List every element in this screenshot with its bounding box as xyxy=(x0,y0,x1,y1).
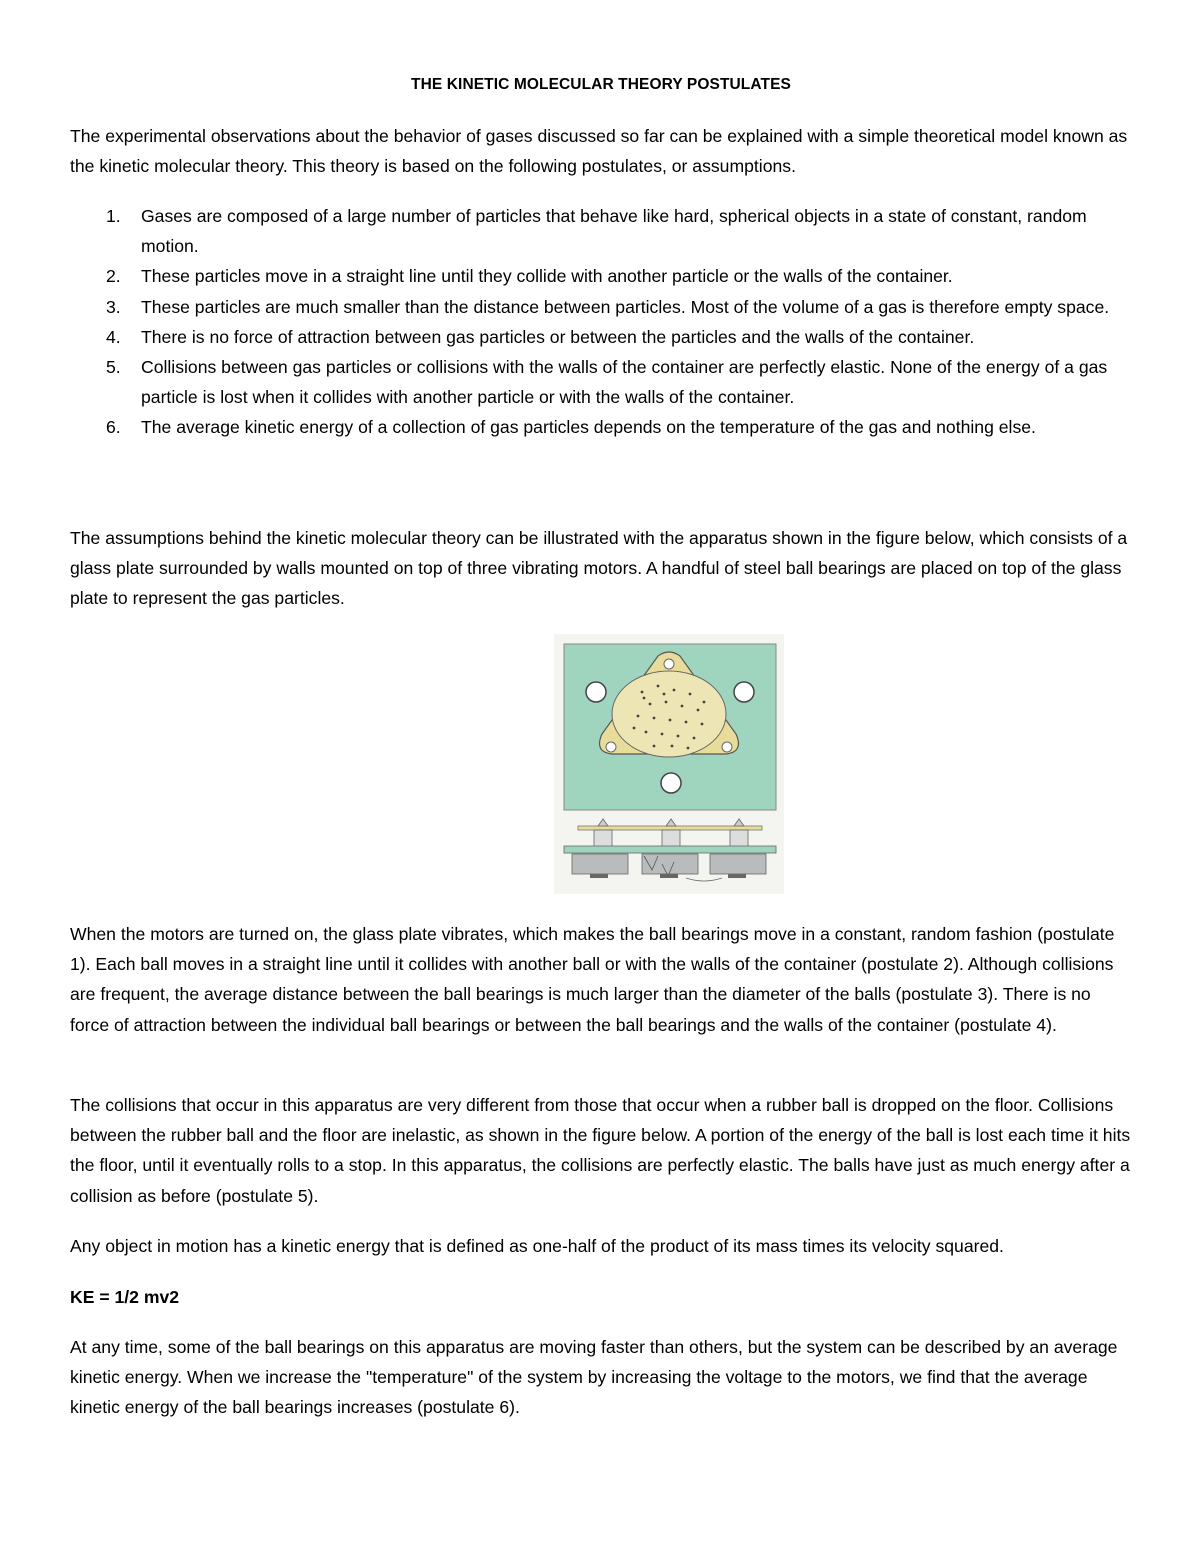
ball-bearing-dot xyxy=(637,715,640,718)
postulate-number: 6. xyxy=(106,417,121,438)
ball-bearing-dot xyxy=(693,737,696,740)
postulate-text: These particles move in a straight line until they collide with another particle or the walls of the container. xyxy=(141,266,953,287)
kinetic-energy-formula: KE = 1/2 mv2 xyxy=(70,1287,180,1307)
ball-bearing-dot xyxy=(677,735,680,738)
ball-bearing-dot xyxy=(671,745,674,748)
postulate-number: 4. xyxy=(106,326,121,347)
ball-bearing-dot xyxy=(669,719,672,722)
apparatus-figure xyxy=(554,634,784,894)
ball-bearing-dot xyxy=(641,691,644,694)
ball-bearing-dot xyxy=(685,721,688,724)
ball-bearing-dot xyxy=(687,747,690,750)
postulate-number: 3. xyxy=(106,296,121,317)
postulate-item xyxy=(70,322,1132,352)
ball-bearing-dot xyxy=(665,701,668,704)
ball-bearing-dot xyxy=(657,685,660,688)
ball-bearing-dot xyxy=(681,705,684,708)
kinetic-energy-definition: Any object in motion has a kinetic energy that is defined as one-half of the product of its mass times its velocity squared. xyxy=(70,1236,1004,1256)
motors-paragraph: When the motors are turned on, the glass plate vibrates, which makes the ball bearings move in a constant, random fashion (postulate 1). Each ball moves in a straight line until it collides with another ball or with the walls of the container (postulate 2). Although collisions are frequent, the average distance between the ball bearings is much larger than the diameter of the balls (postulate 3). There is no force of attraction between the individual ball bearings or between the ball bearings and the walls of the container (postulate 4). xyxy=(70,924,1115,1035)
postulates-list xyxy=(70,201,1132,443)
ball-bearing-dot xyxy=(661,733,664,736)
apparatus-illustration xyxy=(554,634,784,894)
ball-bearing-dot xyxy=(663,693,666,696)
ball-bearing-dot xyxy=(701,723,704,726)
postulate-item xyxy=(70,412,1132,442)
assumptions-paragraph: The assumptions behind the kinetic molecular theory can be illustrated with the apparatus shown in the figure below, which consists of a glass plate surrounded by walls mounted on top of three vibrating motors. A handful of steel ball bearings are placed on top of the glass plate to represent the gas particles. xyxy=(70,528,1128,609)
temperature-paragraph: At any time, some of the ball bearings on this apparatus are moving faster than others, but the system can be described by an average kinetic energy. When we increase the "temperature" of the system by increasing the voltage to the motors, we find that the average kinetic energy of the ball bearings increases (postulate 6). xyxy=(70,1337,1118,1418)
ball-bearing-dot xyxy=(673,689,676,692)
ball-bearing-dot xyxy=(645,731,648,734)
postulate-number: 5. xyxy=(106,357,121,378)
postulate-item xyxy=(70,292,1132,322)
ball-bearing-dot xyxy=(697,709,700,712)
page-title: THE KINETIC MOLECULAR THEORY POSTULATES xyxy=(411,76,791,93)
postulate-item xyxy=(70,261,1132,291)
postulate-number: 2. xyxy=(106,266,121,287)
postulate-number: 1. xyxy=(106,206,121,226)
postulate-item xyxy=(70,352,1132,412)
ball-bearing-dot xyxy=(653,745,656,748)
ball-bearing-dot xyxy=(643,697,646,700)
postulate-text: There is no force of attraction between gas particles or between the particles and the walls of the container. xyxy=(141,326,975,347)
ball-bearing-dot xyxy=(653,717,656,720)
ball-bearing-dot xyxy=(649,703,652,706)
ball-bearing-dot xyxy=(703,701,706,704)
postulate-text: Collisions between gas particles or collisions with the walls of the container are perfectly elastic. None of the energy of a gas particle is lost when it collides with another particle or with the walls of the container. xyxy=(141,357,1108,408)
postulate-text: The average kinetic energy of a collection of gas particles depends on the temperature of the gas and nothing else. xyxy=(141,417,1036,438)
postulate-text: These particles are much smaller than the distance between particles. Most of the volume of a gas is therefore empty space. xyxy=(141,296,1110,317)
postulate-item xyxy=(70,201,1132,261)
ball-bearing-dot xyxy=(633,727,636,730)
postulate-text: Gases are composed of a large number of particles that behave like hard, spherical objects in a state of constant, random motion. xyxy=(141,206,1087,257)
collisions-paragraph: The collisions that occur in this apparatus are very different from those that occur when a rubber ball is dropped on the floor. Collisions between the rubber ball and the floor are inelastic, as shown in the figure below. A portion of the energy of the ball is lost each time it hits the floor, until it eventually rolls to a stop. In this apparatus, the collisions are perfectly elastic. The balls have just as much energy after a collision as before (postulate 5). xyxy=(70,1095,1131,1206)
intro-paragraph: The experimental observations about the behavior of gases discussed so far can be explained with a simple theoretical model known as the kinetic molecular theory. This theory is based on the following postulates, or assumptions. xyxy=(70,126,1128,177)
ball-bearing-dot xyxy=(689,693,692,696)
